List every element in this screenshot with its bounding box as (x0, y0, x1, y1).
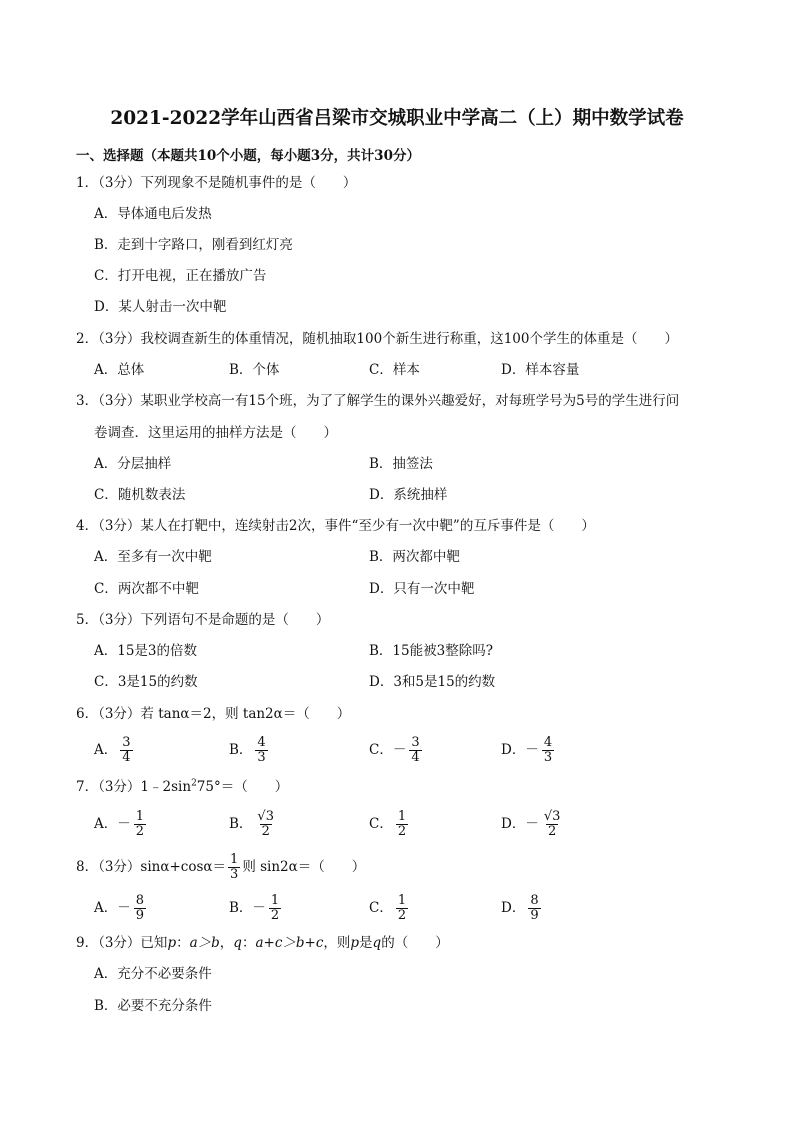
fraction (396, 810, 408, 839)
option-7a (94, 810, 148, 839)
denominator: 9 (530, 908, 539, 923)
question-stem-c: 的（ ） (381, 935, 449, 951)
question-stem: （3分）某人在打靶中，连续射击2次，事件“至少有一次中靶”的互斥事件是（ ） (98, 518, 595, 534)
question-number: 6． (76, 706, 99, 722)
fraction (528, 894, 540, 923)
option-4b: B．两次都中靶 (369, 549, 460, 565)
option-8c (369, 894, 410, 923)
question-1 (76, 174, 356, 192)
question-stem-b: ，则 (323, 935, 351, 951)
question-5 (76, 611, 329, 629)
question-9 (76, 934, 449, 952)
question-stem: （3分）下列现象不是随机事件的是（ ） (98, 175, 357, 191)
option-2c: C．样本 (369, 362, 420, 378)
sqrt-sign: √ (257, 809, 266, 824)
option-label: D． (501, 900, 526, 916)
option-4d: D．只有一次中靶 (369, 581, 475, 597)
option-label: A． (94, 742, 118, 758)
section-heading: 一、选择题（本题共10个小题，每小题3分，共计30分） (76, 148, 420, 164)
option-1a: A．导体通电后发热 (94, 206, 212, 222)
numerator (255, 810, 276, 824)
option-label: A． (94, 900, 118, 916)
option-6a (94, 736, 135, 765)
denominator: 2 (397, 824, 407, 839)
question-number: 8． (76, 859, 99, 875)
fraction (228, 853, 240, 882)
question-4 (76, 517, 595, 535)
option-1c: C．打开电视，正在播放广告 (94, 268, 267, 284)
option-label: C． (369, 742, 393, 758)
option-label: D． (501, 816, 526, 832)
numerator: 4 (257, 735, 266, 750)
denominator: 4 (411, 750, 420, 765)
option-4a: A．至多有一次中靶 (94, 549, 212, 565)
option-8d (501, 894, 543, 923)
colon: ： (241, 935, 256, 951)
var-q: q (372, 935, 382, 951)
option-2d: D．样本容量 (501, 362, 580, 378)
question-stem: （3分）若 tanα＝2，则 tan2α＝（ ） (98, 706, 351, 722)
question-number: 4． (76, 518, 99, 534)
option-5d: D．3和5是15的约数 (369, 674, 496, 690)
condition-p: a＞b (189, 935, 220, 951)
denominator: 2 (397, 908, 407, 923)
question-stem-a: （3分）sinα+cosα＝ (98, 859, 227, 875)
fraction (120, 736, 132, 765)
option-sign: － (117, 900, 131, 916)
denominator: 2 (547, 824, 557, 839)
option-sign: － (117, 816, 131, 832)
denominator: 4 (122, 750, 131, 765)
fraction (409, 736, 421, 765)
numerator: 1 (135, 809, 145, 824)
option-8b (229, 894, 283, 923)
question-stem-a: （3分）已知 (98, 935, 168, 951)
option-label: B． (229, 742, 253, 758)
denominator: 2 (270, 908, 280, 923)
option-6b (229, 736, 270, 765)
option-7b (229, 810, 278, 839)
fraction (134, 894, 146, 923)
question-8 (76, 853, 365, 882)
option-6d (501, 736, 556, 765)
option-9a: A．充分不必要条件 (94, 966, 212, 982)
question-number: 7． (76, 779, 99, 795)
numerator: 1 (397, 809, 407, 824)
numerator: 4 (543, 735, 553, 750)
radicand: 3 (552, 809, 561, 824)
question-2 (76, 330, 678, 348)
var-p: p (350, 935, 360, 951)
question-number: 5． (76, 612, 99, 628)
question-number: 2． (76, 331, 99, 347)
denominator: 3 (230, 867, 239, 882)
denominator: 3 (257, 750, 266, 765)
option-sign: － (525, 816, 539, 832)
option-2b: B．个体 (229, 362, 280, 378)
question-stem: （3分）我校调查新生的体重情况，随机抽取100个新生进行称重，这100个学生的体重是（ ） (98, 331, 678, 347)
option-sign: － (525, 742, 539, 758)
question-number: 1． (76, 175, 99, 191)
question-number: 9． (76, 935, 99, 951)
question-stem-b: 75°＝（ ） (196, 779, 289, 795)
option-1b: B．走到十字路口，刚看到红灯亮 (94, 237, 293, 253)
option-5a: A．15是3的倍数 (94, 643, 198, 659)
option-label: B． (229, 816, 253, 832)
option-sign: － (392, 742, 407, 758)
option-label: D． (501, 742, 526, 758)
fraction (542, 810, 563, 839)
option-2a: A．总体 (94, 362, 145, 378)
option-7c (369, 810, 410, 839)
option-5b: B．15能被3整除吗? (369, 643, 493, 659)
option-7d (501, 810, 564, 839)
numerator (542, 810, 563, 824)
option-label: A． (94, 816, 118, 832)
option-3b: B．抽签法 (369, 456, 433, 472)
exam-title: 2021-2022学年山西省吕梁市交城职业中学高二（上）期中数学试卷 (110, 108, 684, 129)
question-6 (76, 705, 350, 723)
option-3d: D．系统抽样 (369, 487, 448, 503)
question-stem-a: （3分）1﹣2sin (98, 779, 192, 795)
question-number: 3． (76, 393, 99, 409)
numerator: 3 (411, 735, 420, 750)
question-3-stem-line2: 卷调查．这里运用的抽样方法是（ ） (94, 425, 337, 441)
option-sign: － (252, 900, 266, 916)
exponent: 2 (191, 778, 197, 789)
numerator: 1 (397, 893, 407, 908)
option-3a: A．分层抽样 (94, 456, 172, 472)
numerator: 3 (122, 735, 131, 750)
question-3 (76, 392, 679, 410)
numerator: 1 (270, 893, 280, 908)
fraction (255, 810, 276, 839)
fraction (396, 894, 408, 923)
fraction (269, 894, 281, 923)
colon: ： (176, 935, 190, 951)
question-stem: （3分）下列语句不是命题的是（ ） (98, 612, 330, 628)
option-5c: C．3是15的约数 (94, 674, 198, 690)
numerator: 1 (230, 852, 239, 867)
option-4c: C．两次都不中靶 (94, 581, 199, 597)
question-7 (76, 778, 288, 796)
denominator: 3 (543, 750, 553, 765)
var-p: p (167, 935, 177, 951)
option-label: C． (369, 900, 393, 916)
option-label: C． (369, 816, 393, 832)
condition-q: a+c＞b+c (255, 935, 324, 951)
denominator: 2 (135, 824, 145, 839)
denominator: 2 (261, 824, 270, 839)
fraction (134, 810, 146, 839)
comma: ， (219, 935, 234, 951)
numerator: 8 (135, 893, 145, 908)
question-stem-b: 则 sin2α＝（ ） (242, 859, 366, 875)
numerator: 8 (530, 893, 539, 908)
option-3c: C．随机数表法 (94, 487, 186, 503)
var-q: q (233, 935, 242, 951)
sqrt-sign: √ (543, 809, 553, 824)
is-word: 是 (359, 935, 373, 951)
question-stem: （3分）某职业学校高一有15个班，为了了解学生的课外兴趣爱好，对每班学号为5号的学生进行问 (98, 393, 680, 409)
option-1d: D．某人射击一次中靶 (94, 299, 227, 315)
option-9b: B．必要不充分条件 (94, 998, 212, 1014)
option-label: B． (229, 900, 253, 916)
option-6c (369, 736, 424, 765)
radicand: 3 (265, 809, 274, 824)
denominator: 9 (135, 908, 145, 923)
fraction (542, 736, 554, 765)
option-8a (94, 894, 148, 923)
fraction (255, 736, 267, 765)
